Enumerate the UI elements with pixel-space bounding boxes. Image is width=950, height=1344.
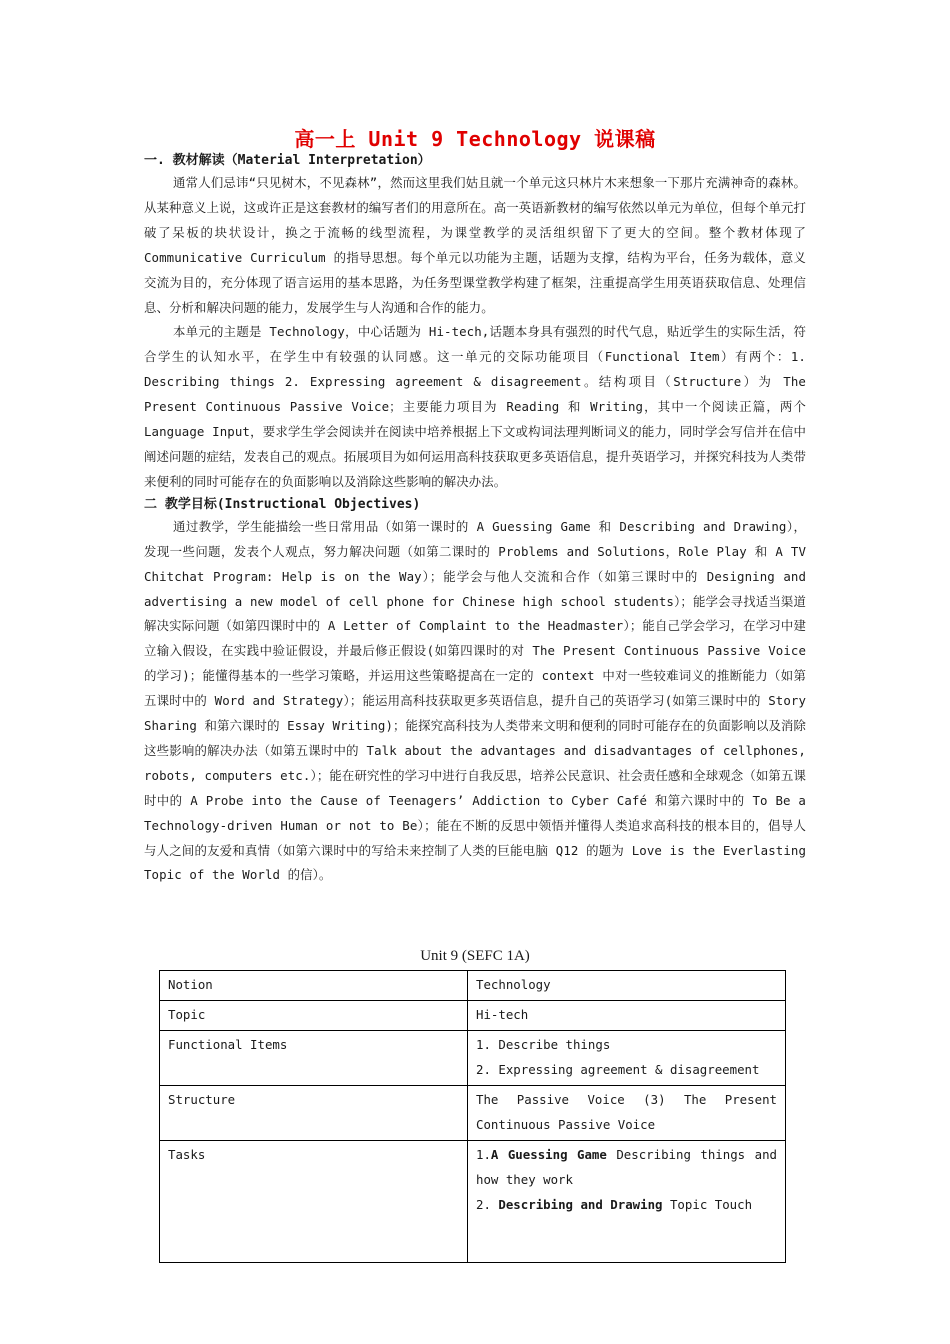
table-cell-value: Hi-tech <box>468 1001 786 1031</box>
table-caption: Unit 9 (SEFC 1A) <box>420 948 530 964</box>
paragraph: 本单元的主题是 Technology，中心话题为 Hi-tech,话题本身具有强烈的时代气息，贴近学生的实际生活，符合学生的认知水平，在学生中有较强的认同感。这一单元的交际功能项目（Functional Item）有两个：1. Describing things 2. Expressing agreement & disagreement。结构项目（Structure）为 The Present Continuous Passive Voice；主要能力项目为 Reading 和 Writing，其中一个阅读正篇，两个 Language Input，要求学生学会阅读并在阅读中培养根据上下文或构词法理判断词义的能力，同时学会写信并在信中阐述问题的症结，发表自己的观点。拓展项目为如何运用高科技获取更多英语信息，提升英语学习，并探究科技为人类带来便利的同时可能存在的负面影响以及消除这些影响的解决办法。 <box>144 324 807 489</box>
table-row <box>160 1141 786 1263</box>
task-number: 2. <box>476 1197 499 1212</box>
task-title: A Guessing Game <box>490 1147 607 1162</box>
task-description: Describing things and how they work <box>476 1147 777 1187</box>
table-cell-key: Notion <box>160 971 468 1001</box>
list-item: 1. Describe things <box>476 1037 611 1052</box>
table-row <box>160 971 786 1001</box>
table-cell-value <box>468 1141 786 1263</box>
paragraph: 通过教学，学生能描绘一些日常用品（如第一课时的 A Guessing Game 和 Describing and Drawing），发现一些问题，发表个人观点，努力解决问题（如第二课时的 Problems and Solutions，Role Play 和 A TV Chitchat Program: Help is on the Way）；能学会与他人交流和合作（如第三课时中的 Designing and advertising a new model of cell phone for Chinese high school students）；能学会寻找适当渠道解决实际问题（如第四课时中的 A Letter of Complaint to the Headmaster）；能自己学会学习，在学习中建立输入假设，在实践中验证假设，并最后修正假设(如第四课时的对 The Present Continuous Passive Voice 的学习)；能懂得基本的一些学习策略，并运用这些策略提高在一定的 context 中对一些较难词义的推断能力（如第五课时中的 Word and Strategy）；能运用高科技获取更多英语信息，提升自己的英语学习(如第三课时中的 Story Sharing 和第六课时的 Essay Writing)；能探究高科技为人类带来文明和便利的同时可能存在的负面影响以及消除这些影响的解决办法（如第五课时中的 Talk about the advantages and disadvantages of cellphones, robots, computers etc.）；能在研究性的学习中进行自我反思，培养公民意识、社会责任感和全球观念（如第五课时中的 A Probe into the Cause of Teenagers’ Addiction to Cyber Café 和第六课时中的 To Be a Technology-driven Human or not to Be）；能在不断的反思中领悟并懂得人类追求高科技的根本目的，倡导人与人之间的友爱和真情（如第六课时中的写给未来控制了人类的巨能电脑 Q12 的题为 Love is the Everlasting Topic of the World 的信）。 <box>144 518 806 883</box>
paragraph: 通常人们忌讳“只见树木，不见森林”，然而这里我们姑且就一个单元这只林片木来想象一下那片充满神奇的森林。从某种意义上说，这或许正是这套教材的编写者们的用意所在。高一英语新教材的编写依然以单元为单位，但每个单元打破了呆板的块状设计，换之于流畅的线型流程，为课堂教学的灵活组织留下了更大的空间。整个教材体现了 Communicative Curriculum 的指导思想。每个单元以功能为主题，话题为支撑，结构为平台，任务为载体，意义交流为目的，充分体现了语言运用的基本思路，为任务型课堂教学构建了框架，注重提高学生用英语获取信息、处理信息、分析和解决问题的能力，发展学生与人沟通和合作的能力。 <box>144 175 807 315</box>
document-title: 高一上 Unit 9 Technology 说课稿 <box>294 127 656 151</box>
table-row <box>160 1001 786 1031</box>
table-row <box>160 1031 786 1086</box>
task-item <box>476 1192 777 1217</box>
table-cell-key: Topic <box>160 1001 468 1031</box>
table-cell-value: The Passive Voice (3) The Present Continuous Passive Voice <box>468 1086 786 1141</box>
table-row <box>160 1086 786 1141</box>
table-cell-key: Structure <box>160 1086 468 1141</box>
section-heading-instructional-objectives: 二 教学目标(Instructional Objectives) <box>144 496 421 512</box>
unit-summary-table <box>159 970 786 1263</box>
list-item: 2. Expressing agreement & disagreement <box>476 1062 760 1077</box>
document-body <box>144 151 806 888</box>
task-number: 1. <box>476 1147 491 1162</box>
table-cell-value: Technology <box>468 971 786 1001</box>
table-cell-key: Tasks <box>160 1141 468 1263</box>
table-cell-key: Functional Items <box>160 1031 468 1086</box>
section-heading-material-interpretation: 一. 教材解读（Material Interpretation） <box>144 153 431 168</box>
task-description: Topic Touch <box>662 1197 753 1212</box>
task-title: Describing and Drawing <box>498 1197 663 1212</box>
task-item <box>476 1142 777 1192</box>
table-cell-value <box>468 1031 786 1086</box>
